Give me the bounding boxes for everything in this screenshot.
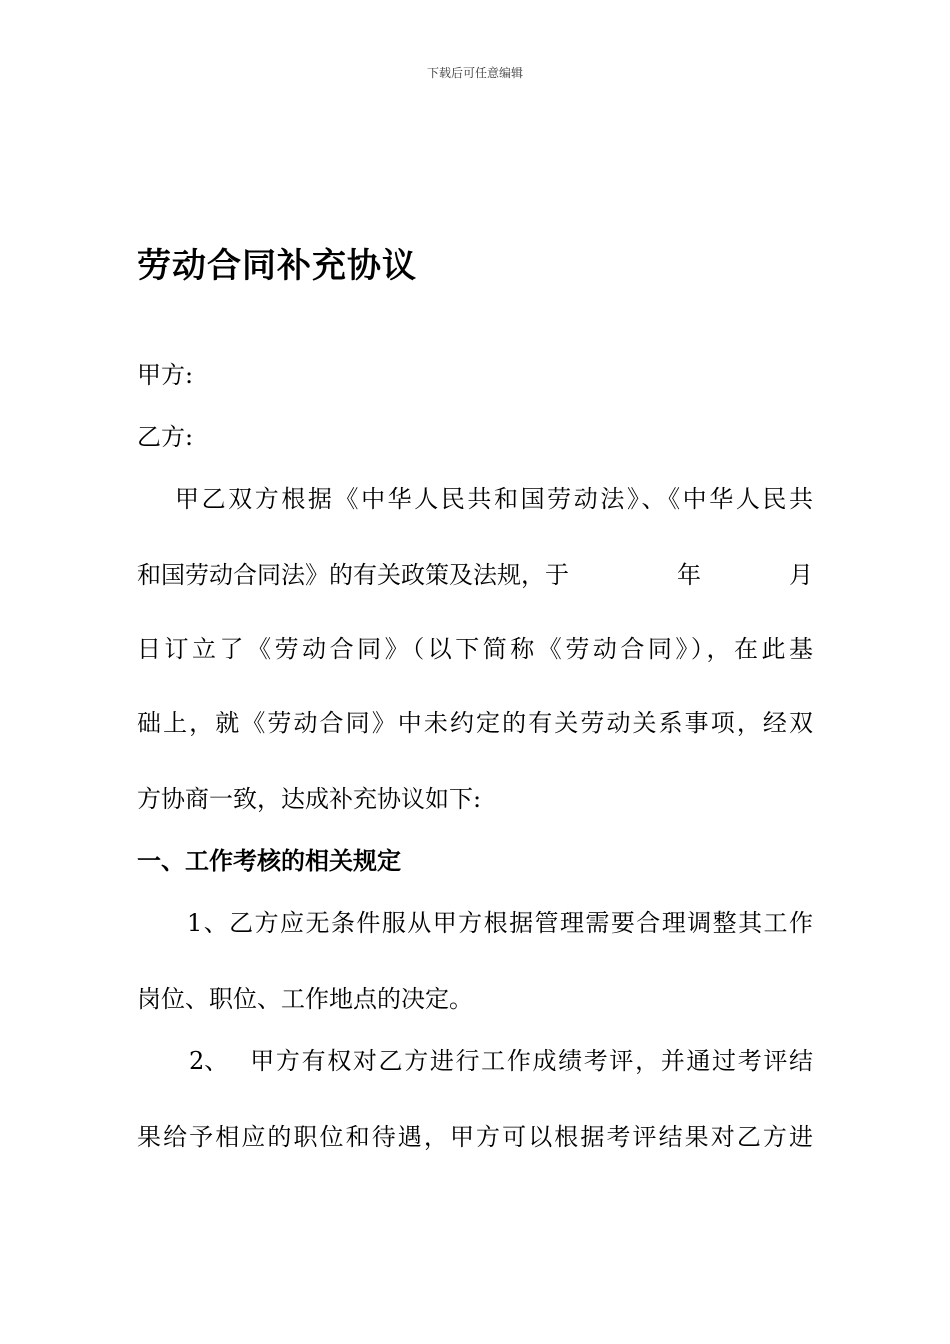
year-label: 年: [677, 561, 701, 589]
preamble-line-1: 甲乙双方根据《中华人民共和国劳动法》、《中华人民共: [175, 485, 813, 513]
item-2-line-2: 果给予相应的职位和待遇，甲方可以根据考评结果对乙方进: [137, 1123, 813, 1151]
document-title: 劳动合同补充协议: [137, 246, 417, 286]
item-2-line-1: [189, 1046, 813, 1076]
item-1-line-2: 岗位、职位、工作地点的决定。: [137, 985, 473, 1013]
preamble-line-3: 日订立了《劳动合同》（以下简称《劳动合同》），在此基: [137, 635, 813, 663]
preamble-line-4: 础上，就《劳动合同》中未约定的有关劳动关系事项，经双: [137, 709, 813, 737]
item-1-line-1: 1、乙方应无条件服从甲方根据管理需要合理调整其工作: [187, 909, 813, 937]
party-b-label: 乙方:: [137, 423, 194, 451]
item-2-line-1-text: 甲方有权对乙方进行工作成绩考评，并通过考评结: [250, 1047, 813, 1075]
item-2-number: 2、: [189, 1047, 229, 1075]
page-header: 下载后可任意编辑: [426, 66, 523, 80]
section-1-heading: 一、工作考核的相关规定: [137, 847, 401, 875]
preamble-line-2: [137, 560, 813, 590]
preamble-line-2-text: 和国劳动合同法》的有关政策及法规，于: [137, 561, 569, 589]
month-label: 月: [789, 561, 813, 589]
preamble-line-5: 方协商一致，达成补充协议如下:: [137, 785, 482, 813]
party-a-label: 甲方:: [137, 361, 194, 389]
